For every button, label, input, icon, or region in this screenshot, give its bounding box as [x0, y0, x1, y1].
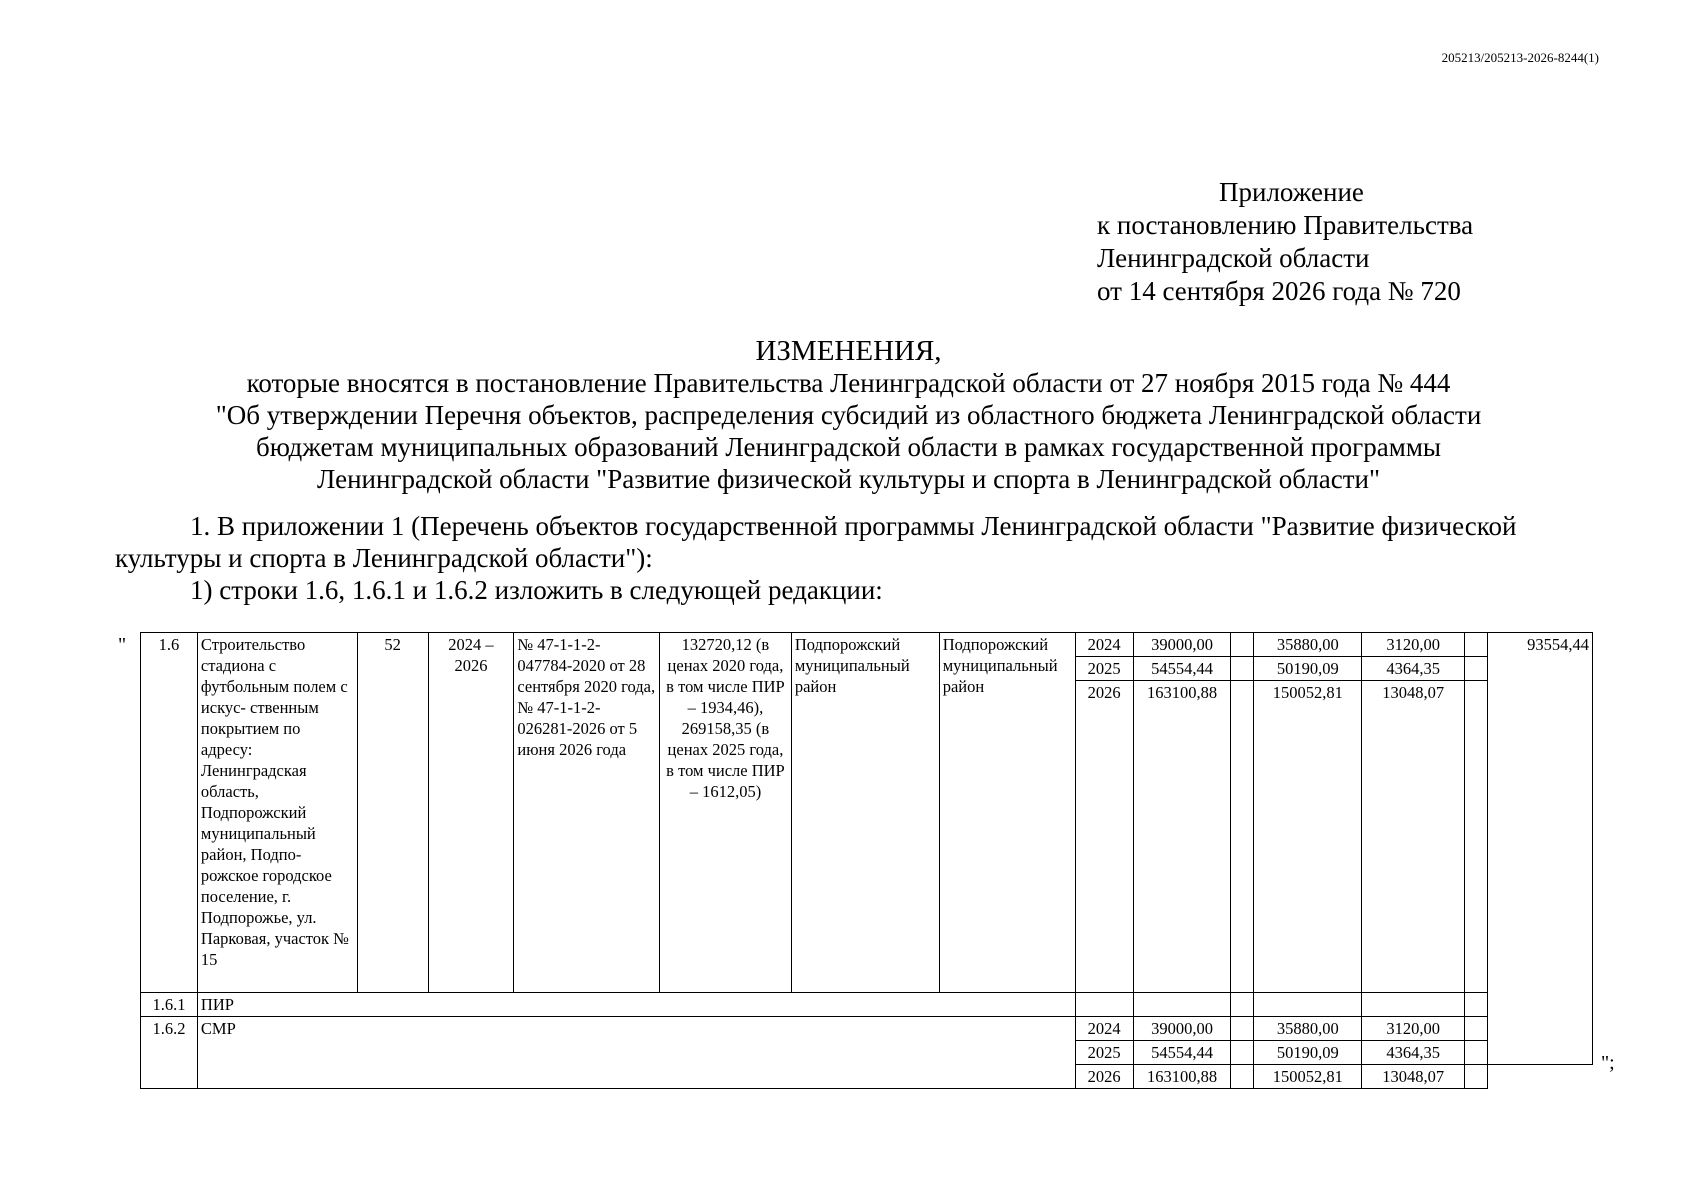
cell-year: 2025	[1075, 657, 1133, 681]
cell-amount: 54554,44	[1133, 1041, 1231, 1065]
cell-amount: 39000,00	[1133, 633, 1231, 657]
cell-empty	[1465, 1017, 1488, 1041]
cell-empty	[1231, 1017, 1254, 1041]
cell-label: СМР	[197, 1017, 1075, 1089]
cell-regional: 150052,81	[1254, 681, 1362, 993]
appendix-block	[1097, 176, 1473, 308]
appendix-line: от 14 сентября 2026 года № 720	[1097, 276, 1461, 306]
cell-empty	[1465, 993, 1488, 1017]
cell-capacity: 52	[357, 633, 428, 993]
cell-amount: 54554,44	[1133, 657, 1231, 681]
cell-regional: 35880,00	[1254, 1017, 1362, 1041]
cell-empty	[1465, 1041, 1488, 1065]
cell-amount: 39000,00	[1133, 1017, 1231, 1041]
cell-local: 13048,07	[1362, 681, 1465, 993]
cell-total: 93554,44	[1488, 633, 1593, 1065]
table-row	[141, 633, 1593, 657]
document-id: 205213/205213-2026-8244(1)	[1441, 50, 1599, 65]
cell-row-number: 1.6	[141, 633, 198, 993]
opening-quote: "	[118, 634, 127, 656]
cell-regional: 50190,09	[1254, 1041, 1362, 1065]
objects-table	[140, 632, 1593, 1089]
cell-year: 2024	[1075, 633, 1133, 657]
title-line: Ленинградской области "Развитие физической культуры и спорта в Ленинградской области"	[316, 464, 1381, 494]
cell-local: 3120,00	[1362, 633, 1465, 657]
cell-row-number: 1.6.2	[141, 1017, 198, 1089]
cell-regional: 50190,09	[1254, 657, 1362, 681]
paragraph-1: 1. В приложении 1 (Перечень объектов государственной программы Ленинградской области "Развитие физической культуры и спорта в Ленинградской области"):	[115, 511, 1517, 573]
cell-local: 4364,35	[1362, 657, 1465, 681]
cell-customer: Подпорожский муниципальный район	[939, 633, 1075, 993]
cell-year: 2026	[1075, 1065, 1133, 1089]
cell-regional: 35880,00	[1254, 633, 1362, 657]
cell-empty	[1465, 1065, 1488, 1089]
cell-empty	[1362, 993, 1465, 1017]
cell-empty	[1465, 633, 1488, 657]
cell-amount: 163100,88	[1133, 681, 1231, 993]
paragraph-2: 1) строки 1.6, 1.6.1 и 1.6.2 изложить в следующей редакции:	[190, 575, 883, 605]
cell-empty	[1075, 993, 1133, 1017]
title-line: "Об утверждении Перечня объектов, распределения субсидий из областного бюджета Ленинградской области	[215, 400, 1482, 430]
appendix-line: Приложение	[1219, 177, 1364, 207]
cell-local: 3120,00	[1362, 1017, 1465, 1041]
cell-amount: 163100,88	[1133, 1065, 1231, 1089]
cell-empty	[1465, 657, 1488, 681]
cell-local: 4364,35	[1362, 1041, 1465, 1065]
cell-expertise: № 47-1-1-2- 047784-2020 от 28 сентября 2020 года, № 47-1-1-2- 026281-2026 от 5 июня 2026 года	[514, 633, 660, 993]
cell-municipality: Подпорожский муниципальный район	[791, 633, 939, 993]
cell-empty	[1231, 1065, 1254, 1089]
cell-cost: 132720,12 (в ценах 2020 года, в том числе ПИР – 1934,46), 269158,35 (в ценах 2025 года, в том числе ПИР – 1612,05)	[660, 633, 792, 993]
cell-local: 13048,07	[1362, 1065, 1465, 1089]
title-heading: ИЗМЕНЕНИЯ,	[755, 335, 942, 367]
cell-year: 2025	[1075, 1041, 1133, 1065]
title-line: которые вносятся в постановление Правительства Ленинградской области от 27 ноября 2015 года № 444	[246, 368, 1451, 398]
cell-empty	[1254, 993, 1362, 1017]
title-line: бюджетам муниципальных образований Ленинградской области в рамках государственной программы	[255, 432, 1442, 462]
cell-year: 2024	[1075, 1017, 1133, 1041]
closing-quote: ";	[1601, 1052, 1615, 1074]
cell-empty	[1231, 633, 1254, 657]
appendix-line: к постановлению Правительства	[1097, 210, 1474, 240]
cell-year: 2026	[1075, 681, 1133, 993]
cell-label: ПИР	[197, 993, 1075, 1017]
document-title	[0, 335, 1697, 495]
cell-empty	[1465, 681, 1488, 993]
cell-empty	[1231, 657, 1254, 681]
cell-empty	[1231, 1041, 1254, 1065]
cell-period: 2024 – 2026	[428, 633, 514, 993]
table-row	[141, 1017, 1593, 1041]
cell-row-number: 1.6.1	[141, 993, 198, 1017]
appendix-line: Ленинградской области	[1097, 243, 1370, 273]
table-row	[141, 993, 1593, 1017]
cell-empty	[1133, 993, 1231, 1017]
cell-empty	[1231, 993, 1254, 1017]
cell-regional: 150052,81	[1254, 1065, 1362, 1089]
cell-empty	[1231, 681, 1254, 993]
cell-object-name: Строительство стадиона с футбольным полем с искус- ственным покрытием по адресу: Ленинградская область, Подпорожский муниципальный район, Подпо- рожское городское поселение, г. Подпорожье, ул. Парковая, участок № 15	[197, 633, 357, 993]
